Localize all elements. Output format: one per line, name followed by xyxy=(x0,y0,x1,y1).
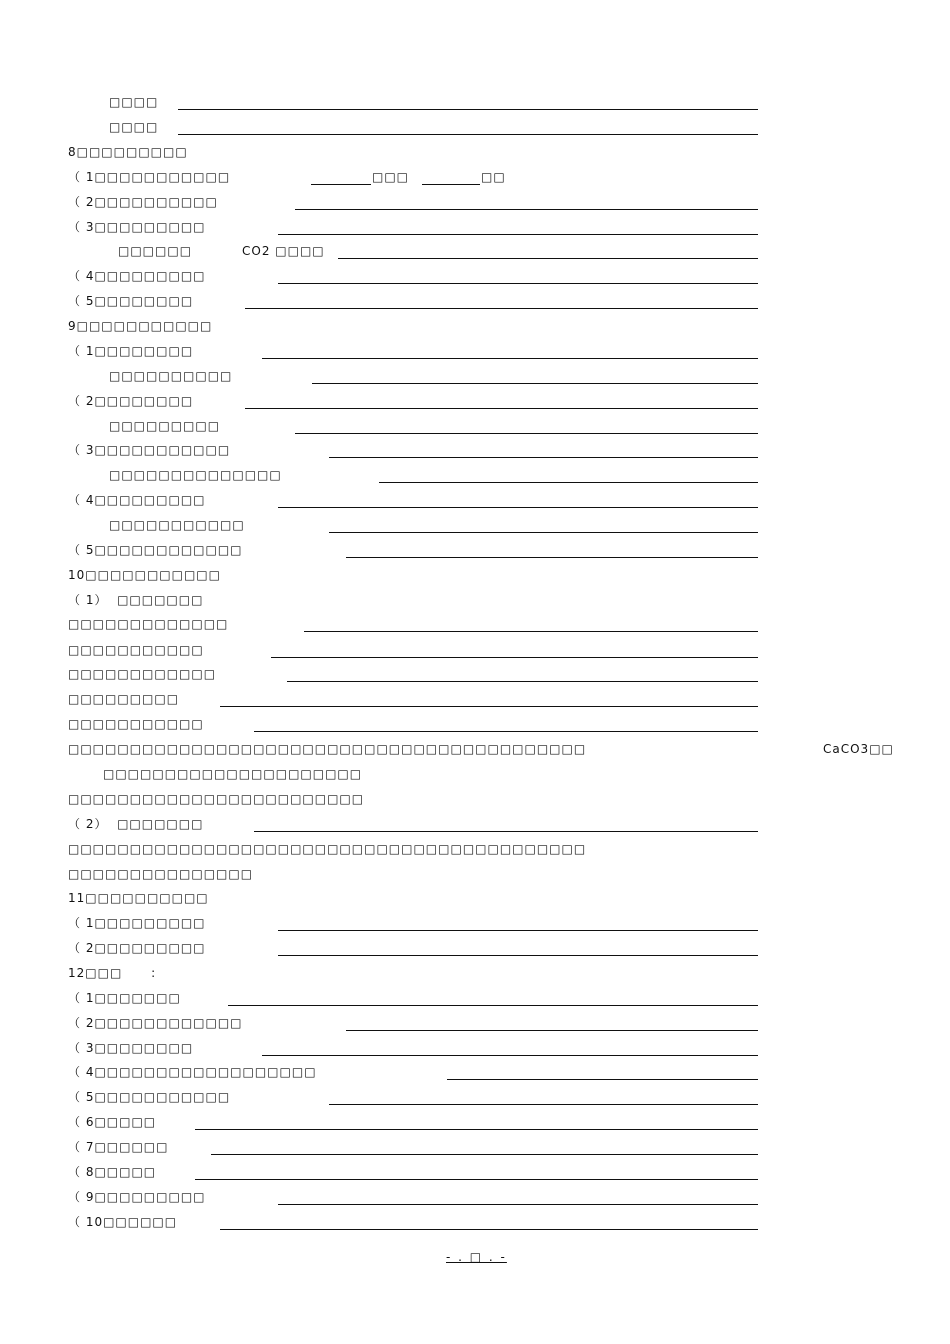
line-label: □□□□□□□□□□□□□□□□□□□□□ xyxy=(103,767,363,781)
line-label: （ 1□□□□□□□□□□□ xyxy=(68,170,231,184)
text-line xyxy=(0,592,950,616)
line-label: （ 4□□□□□□□□□ xyxy=(68,269,206,283)
line-label: （ 2□□□□□□□□ xyxy=(68,394,194,408)
line-label: （ 4□□□□□□□□□□□□□□□□□□ xyxy=(68,1065,317,1079)
text-line xyxy=(0,866,950,890)
text-line xyxy=(0,119,950,143)
answer-blank[interactable] xyxy=(228,1005,758,1006)
text-line xyxy=(0,268,950,292)
section-heading xyxy=(0,965,950,989)
line-label: （ 1） □□□□□□□ xyxy=(68,593,204,607)
line-label: □□□□□□□□□□ xyxy=(109,369,233,383)
answer-blank[interactable] xyxy=(311,184,371,185)
line-label: （ 2□□□□□□□□□□□□ xyxy=(68,1016,243,1030)
answer-blank[interactable] xyxy=(422,184,480,185)
text-line xyxy=(0,816,950,840)
line-label: □□□□□□□□□□□□□□□□□□□□□□□□□□□□□□□□□□□□□□□□□□ xyxy=(68,742,587,756)
line-label: （ 7□□□□□□ xyxy=(68,1140,169,1154)
answer-blank[interactable] xyxy=(295,209,758,210)
line-label: □□□□□□□□□□□ xyxy=(68,717,204,731)
answer-blank[interactable] xyxy=(447,1079,758,1080)
text-line xyxy=(0,1015,950,1039)
text-line xyxy=(0,716,950,740)
line-label: □□□□ xyxy=(109,120,159,134)
line-label: （ 2） □□□□□□□ xyxy=(68,817,204,831)
text-line xyxy=(0,1064,950,1088)
line-label: （ 5□□□□□□□□ xyxy=(68,294,194,308)
section-heading xyxy=(0,318,950,342)
line-label: （ 3□□□□□□□□ xyxy=(68,1041,194,1055)
text-line xyxy=(0,368,950,392)
answer-blank[interactable] xyxy=(278,930,758,931)
section-heading xyxy=(0,890,950,914)
text-line xyxy=(0,393,950,417)
answer-blank[interactable] xyxy=(329,457,758,458)
line-label: □□□□□□□□□ xyxy=(68,692,180,706)
heading-label: 12□□□ : xyxy=(68,966,157,980)
answer-blank[interactable] xyxy=(278,507,758,508)
heading-label: 10□□□□□□□□□□□ xyxy=(68,568,221,582)
answer-blank[interactable] xyxy=(262,1055,758,1056)
text-line xyxy=(0,243,950,267)
answer-blank[interactable] xyxy=(195,1179,758,1180)
answer-blank[interactable] xyxy=(271,657,758,658)
text-line xyxy=(0,616,950,640)
answer-blank[interactable] xyxy=(346,557,758,558)
line-label: □□□□□□ xyxy=(118,244,193,258)
text-line xyxy=(0,194,950,218)
line-label: （ 5□□□□□□□□□□□ xyxy=(68,1090,231,1104)
text-line xyxy=(0,1089,950,1113)
text-line xyxy=(0,542,950,566)
line-end-label: □□ xyxy=(481,170,506,184)
answer-blank[interactable] xyxy=(278,1204,758,1205)
heading-label: 8□□□□□□□□□ xyxy=(68,145,188,159)
answer-blank[interactable] xyxy=(245,308,758,309)
line-label: （ 3□□□□□□□□□□□ xyxy=(68,443,231,457)
answer-blank[interactable] xyxy=(346,1030,758,1031)
line-label: （ 1□□□□□□□□ xyxy=(68,344,194,358)
text-line xyxy=(0,915,950,939)
line-label: （ 2□□□□□□□□□ xyxy=(68,941,206,955)
line-label: （ 6□□□□□ xyxy=(68,1115,157,1129)
answer-blank[interactable] xyxy=(254,731,758,732)
line-label: （ 9□□□□□□□□□ xyxy=(68,1190,206,1204)
text-line xyxy=(0,1214,950,1238)
line-label: （ 2□□□□□□□□□□ xyxy=(68,195,218,209)
line-label: □□□□ xyxy=(109,95,159,109)
line-label: □□□□□□□□□□□□□□ xyxy=(109,468,282,482)
answer-blank[interactable] xyxy=(278,955,758,956)
text-line xyxy=(0,492,950,516)
answer-blank[interactable] xyxy=(379,482,758,483)
answer-blank[interactable] xyxy=(278,283,758,284)
text-line xyxy=(0,418,950,442)
text-line xyxy=(0,1164,950,1188)
answer-blank[interactable] xyxy=(211,1154,758,1155)
text-line xyxy=(0,343,950,367)
answer-blank[interactable] xyxy=(329,1104,758,1105)
text-line xyxy=(0,94,950,118)
answer-blank[interactable] xyxy=(295,433,758,434)
line-label: （ 10□□□□□□ xyxy=(68,1215,178,1229)
line-label: （ 4□□□□□□□□□ xyxy=(68,493,206,507)
line-label: □□□□□□□□□□□ xyxy=(109,518,245,532)
answer-blank[interactable] xyxy=(254,831,758,832)
page-number-footer: - . □ . - xyxy=(446,1250,507,1264)
answer-blank[interactable] xyxy=(304,631,758,632)
answer-blank[interactable] xyxy=(245,408,758,409)
line-mid-label: CO2 □□□□ xyxy=(242,244,325,258)
answer-blank[interactable] xyxy=(312,383,758,384)
line-label: □□□□□□□□□□□□ xyxy=(68,667,217,681)
answer-blank[interactable] xyxy=(262,358,758,359)
answer-blank[interactable] xyxy=(287,681,758,682)
line-label: □□□□□□□□□ xyxy=(109,419,221,433)
answer-blank[interactable] xyxy=(220,1229,758,1230)
heading-label: 11□□□□□□□□□□ xyxy=(68,891,209,905)
text-line xyxy=(0,1139,950,1163)
line-label: （ 3□□□□□□□□□ xyxy=(68,220,206,234)
text-line xyxy=(0,766,950,790)
text-line xyxy=(0,517,950,541)
text-line xyxy=(0,467,950,491)
line-label: □□□□□□□□□□□□□□□□□□□□□□□□□□□□□□□□□□□□□□□□□□ xyxy=(68,842,587,856)
text-line xyxy=(0,666,950,690)
section-heading xyxy=(0,567,950,591)
section-heading xyxy=(0,144,950,168)
text-line xyxy=(0,1189,950,1213)
answer-blank[interactable] xyxy=(195,1129,758,1130)
answer-blank[interactable] xyxy=(278,234,758,235)
text-line xyxy=(0,219,950,243)
line-label: （ 1□□□□□□□□□ xyxy=(68,916,206,930)
text-line xyxy=(0,1114,950,1138)
text-line xyxy=(0,293,950,317)
line-label: □□□□□□□□□□□ xyxy=(68,643,204,657)
answer-blank[interactable] xyxy=(220,706,758,707)
line-mid-label: □□□ xyxy=(372,170,410,184)
text-line xyxy=(0,940,950,964)
line-label: （ 1□□□□□□□ xyxy=(68,991,181,1005)
line-label: □□□□□□□□□□□□□ xyxy=(68,617,229,631)
heading-label: 9□□□□□□□□□□□ xyxy=(68,319,213,333)
line-label: （ 8□□□□□ xyxy=(68,1165,157,1179)
answer-blank[interactable] xyxy=(329,532,758,533)
text-line xyxy=(0,642,950,666)
answer-blank[interactable] xyxy=(178,134,758,135)
text-line xyxy=(0,1040,950,1064)
line-label: □□□□□□□□□□□□□□□ xyxy=(68,867,254,881)
line-label: □□□□□□□□□□□□□□□□□□□□□□□□ xyxy=(68,792,365,806)
answer-blank[interactable] xyxy=(338,258,758,259)
text-line xyxy=(0,791,950,815)
text-line xyxy=(0,741,950,765)
text-line xyxy=(0,691,950,715)
text-line xyxy=(0,442,950,466)
text-line xyxy=(0,990,950,1014)
answer-blank[interactable] xyxy=(178,109,758,110)
line-end-label: CaCO3□□ xyxy=(823,742,894,756)
line-label: （ 5□□□□□□□□□□□□ xyxy=(68,543,243,557)
text-line xyxy=(0,169,950,193)
text-line xyxy=(0,841,950,865)
